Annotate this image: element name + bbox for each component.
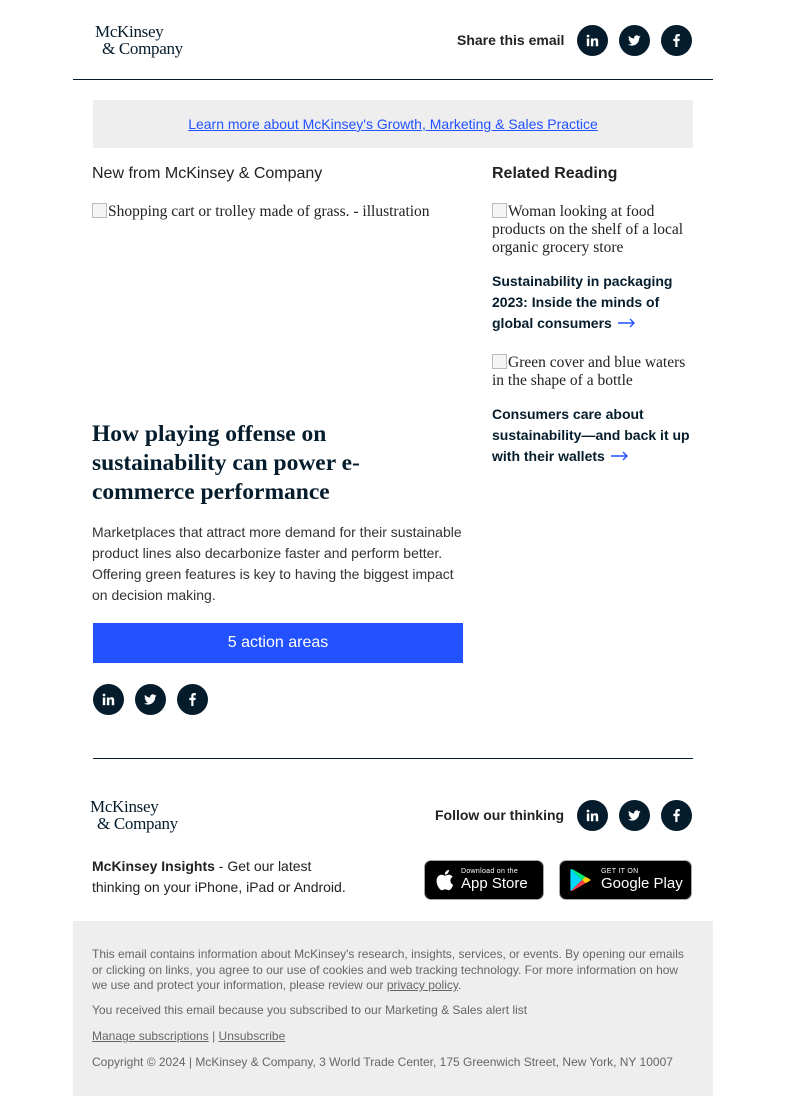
logo-line-1: McKinsey (95, 22, 164, 41)
follow-linkedin-button[interactable] (577, 800, 608, 831)
insights-description: - Get our latest thinking on your iPhone, iPad or Android. (92, 858, 346, 895)
action-areas-button[interactable] (93, 623, 463, 663)
google-play-small: GET IT ON (601, 868, 639, 875)
broken-image-icon (492, 354, 507, 369)
follow-twitter-button[interactable] (619, 800, 650, 831)
google-play-icon (570, 868, 592, 892)
footer-logo-line-1: McKinsey (90, 797, 159, 816)
related-image-1[interactable] (492, 203, 697, 257)
related-image-1-alt: Woman looking at food products on the shelf of a local organic grocery store (492, 203, 684, 256)
broken-image-icon (492, 203, 507, 218)
hero-image[interactable] (92, 203, 462, 413)
article-summary: Marketplaces that attract more demand for their sustainable product lines also decarbonize faster and perform better. Offering green features is key to having the biggest impact on decision making. (92, 524, 462, 603)
apple-icon (434, 868, 454, 892)
related-link-1[interactable] (492, 271, 692, 334)
legal-disclaimer: This email contains information about McKinsey's research, insights, services, or events. By opening our emails or clicking on links, you agree to our use of cookies and web tracking technology. For more information on how we use and protect your information, please review our privacy policy. (92, 947, 684, 992)
content-divider (93, 758, 693, 759)
logo-line-2: & Company (102, 39, 183, 58)
twitter-icon (144, 693, 157, 706)
insights-app-name: McKinsey Insights (92, 858, 215, 874)
facebook-icon (670, 809, 683, 822)
article-twitter-button[interactable] (135, 684, 166, 715)
practice-banner (93, 100, 693, 148)
copyright: Copyright © 2024 | McKinsey & Company, 3 World Trade Center, 175 Greenwich Street, New York, NY 10007 (92, 1055, 673, 1069)
practice-link[interactable]: Learn more about McKinsey's Growth, Marketing & Sales Practice (188, 116, 598, 132)
link-separator: | (212, 1029, 216, 1043)
related-reading-label: Related Reading (492, 165, 618, 182)
related-title-1: Sustainability in packaging 2023: Inside the minds of global consumers (492, 273, 673, 331)
article-linkedin-button[interactable] (93, 684, 124, 715)
subscription-notice: You received this email because you subscribed to our Marketing & Sales alert list (92, 1003, 528, 1017)
mckinsey-logo[interactable] (95, 23, 183, 57)
share-label: Share this email (457, 32, 565, 48)
hero-image-alt: Shopping cart or trolley made of grass. - illustration (108, 203, 430, 220)
related-title-2: Consumers care about sustainability—and back it up with their wallets (492, 406, 690, 464)
app-store-big: App Store (461, 875, 528, 892)
arrow-right-icon (618, 313, 636, 323)
linkedin-icon (586, 809, 599, 822)
linkedin-icon (102, 693, 115, 706)
facebook-icon (670, 34, 683, 47)
disclaimer-text: This email contains information about McKinsey's research, insights, services, or events. By opening our emails or clicking on links, you agree to our use of cookies and web tracking technology. For more information on how we use and protect your information, please review our (92, 947, 684, 992)
share-twitter-button[interactable] (619, 25, 650, 56)
google-play-big: Google Play (601, 875, 683, 892)
app-store-button[interactable] (424, 860, 544, 900)
action-areas-label: 5 action areas (227, 634, 329, 651)
twitter-icon (628, 34, 641, 47)
facebook-icon (186, 693, 199, 706)
linkedin-icon (586, 34, 599, 47)
related-link-2[interactable] (492, 404, 692, 467)
arrow-right-icon (611, 446, 629, 456)
app-store-small: Download on the (461, 868, 519, 875)
related-image-2-alt: Green cover and blue waters in the shape of a bottle (492, 354, 686, 389)
article-headline[interactable]: How playing offense on sustainability can power e-commerce performance (92, 421, 360, 505)
unsubscribe-link[interactable]: Unsubscribe (218, 1029, 286, 1043)
insights-promo (92, 856, 352, 898)
twitter-icon (628, 809, 641, 822)
share-facebook-button[interactable] (661, 25, 692, 56)
broken-image-icon (92, 203, 107, 218)
share-linkedin-button[interactable] (577, 25, 608, 56)
article-facebook-button[interactable] (177, 684, 208, 715)
related-image-2[interactable] (492, 354, 697, 390)
footer-logo-line-2: & Company (97, 814, 178, 833)
subscription-links (92, 1029, 692, 1045)
google-play-button[interactable] (559, 860, 692, 900)
privacy-policy-link[interactable]: privacy policy (386, 978, 458, 992)
new-from-label: New from McKinsey & Company (92, 165, 323, 182)
footer-mckinsey-logo[interactable] (90, 798, 178, 832)
manage-subscriptions-link[interactable]: Manage subscriptions (92, 1029, 209, 1043)
follow-facebook-button[interactable] (661, 800, 692, 831)
follow-label: Follow our thinking (435, 807, 565, 823)
header-divider (73, 79, 713, 80)
